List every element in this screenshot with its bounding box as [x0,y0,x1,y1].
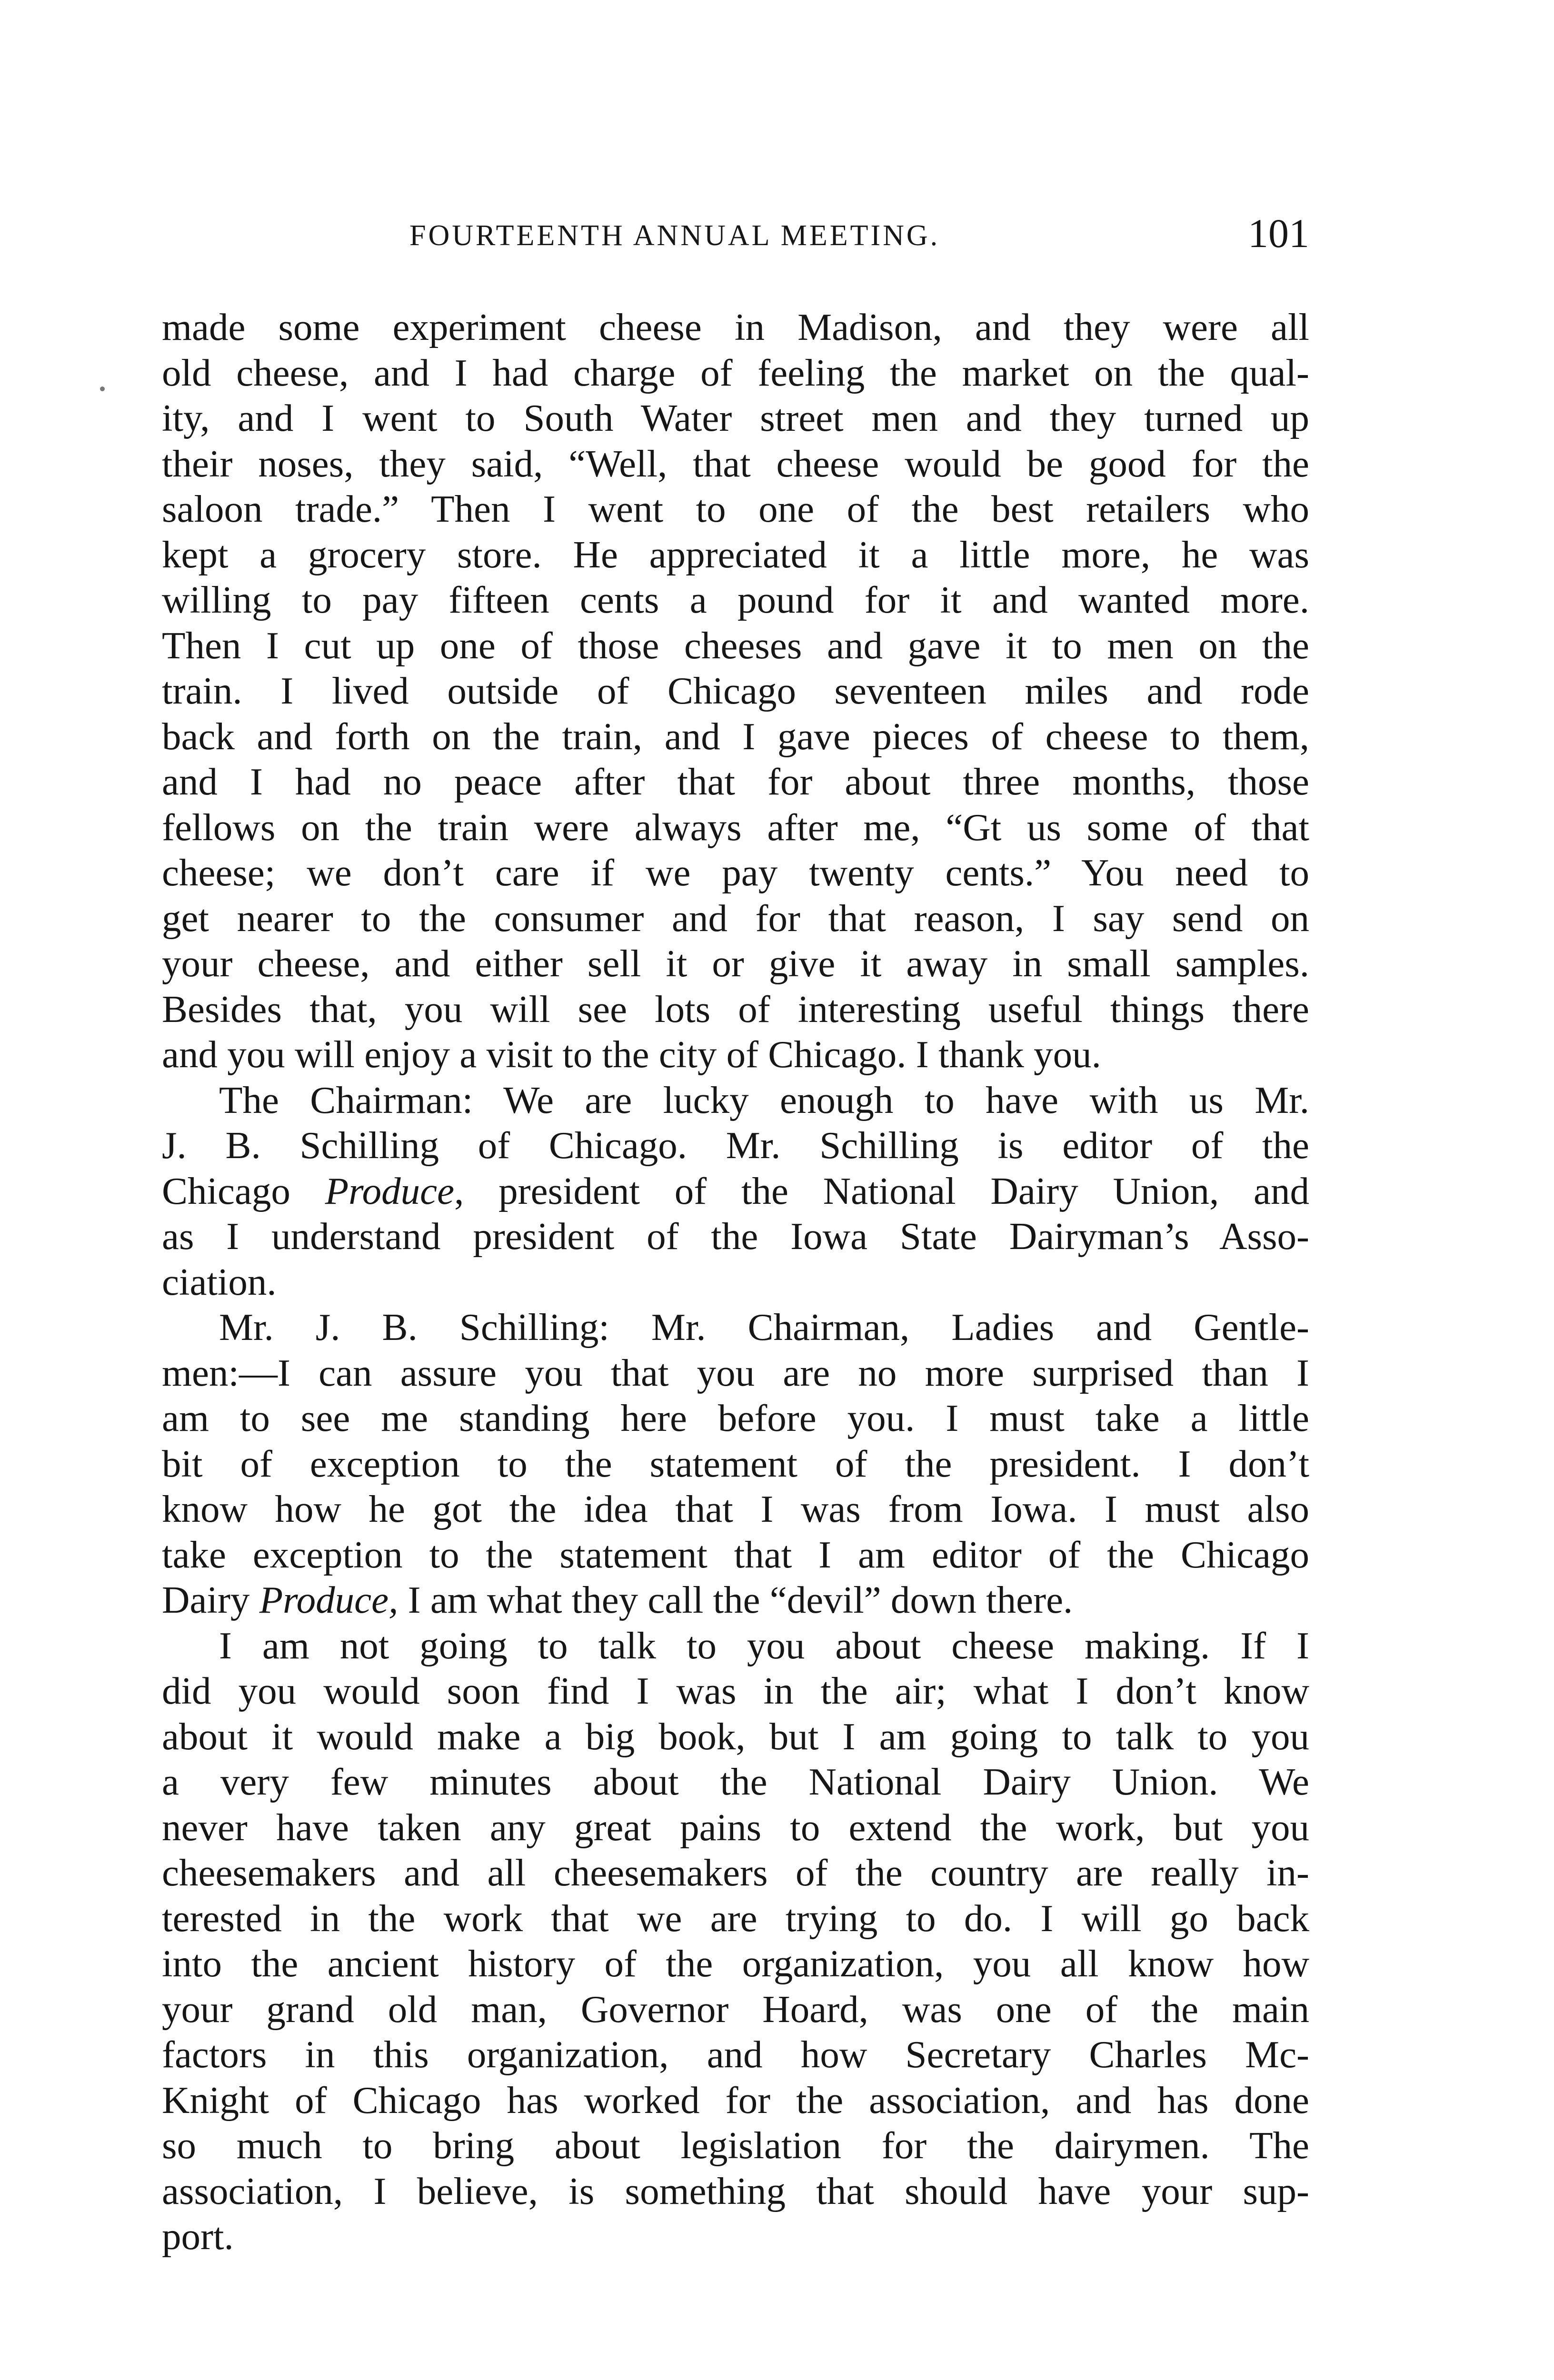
text-line: Then I cut up one of those cheeses and gave it to men on the [162,624,1309,667]
running-head [162,209,1309,267]
text-fragment: Chicago [162,1169,325,1212]
text-line: Besides that, you will see lots of interesting useful things there [162,987,1309,1031]
running-title: FOURTEENTH ANNUAL MEETING. [409,219,940,252]
text-line: The Chairman: We are lucky enough to have with us Mr. [219,1078,1309,1121]
text-line: back and forth on the train, and I gave pieces of cheese to them, [162,714,1309,758]
text-line: into the ancient history of the organization, you all know how [162,1942,1309,1985]
text-line: a very few minutes about the National Dairy Union. We [162,1760,1309,1803]
text-line [162,1577,1309,1623]
text-line: about it would make a big book, but I am going to talk to you [162,1715,1309,1758]
text-line: willing to pay fifteen cents a pound for it and wanted more. [162,578,1309,621]
text-line: and you will enjoy a visit to the city of Chicago. I thank you. [162,1033,1101,1076]
text-fragment: , president of the National Dairy Union, and [454,1169,1309,1212]
text-line: J. B. Schilling of Chicago. Mr. Schilling is editor of the [162,1124,1309,1167]
text-line: old cheese, and I had charge of feeling the market on the qual- [162,351,1309,394]
text-line: port. [162,2215,234,2258]
text-line: did you would soon find I was in the air; what I don’t know [162,1669,1309,1712]
text-line: Mr. J. B. Schilling: Mr. Chairman, Ladies and Gentle- [219,1306,1309,1349]
text-line: as I understand president of the Iowa State Dairyman’s Asso- [162,1215,1309,1258]
stray-ink-mark [100,387,105,391]
italic-title-fragment: Produce, [259,1578,398,1621]
text-line: terested in the work that we are trying to do. I will go back [162,1896,1309,1940]
italic-title-fragment: Produce [325,1169,455,1212]
text-line: train. I lived outside of Chicago seventeen miles and rode [162,669,1309,712]
text-line: kept a grocery store. He appreciated it a little more, he was [162,533,1309,576]
text-line: cheese; we don’t care if we pay twenty cents.” You need to [162,851,1309,894]
text-line: your cheese, and either sell it or give it away in small samples. [162,942,1309,985]
text-line: fellows on the train were always after me, “Gt us some of that [162,805,1309,849]
text-line: am to see me standing here before you. I must take a little [162,1397,1309,1439]
page-number: 101 [1248,210,1309,256]
text-line: association, I believe, is something that should have your sup- [162,2169,1309,2212]
text-line: ity, and I went to South Water street men and they turned up [162,397,1309,439]
text-line: and I had no peace after that for about three months, those [162,760,1309,803]
text-line: men:—I can assure you that you are no more surprised than I [162,1351,1309,1394]
text-line: saloon trade.” Then I went to one of the best retailers who [162,487,1309,530]
text-line: Knight of Chicago has worked for the association, and has done [162,2078,1309,2122]
text-line: know how he got the idea that I was from Iowa. I must also [162,1488,1309,1530]
body-text [162,305,1309,2260]
text-line: your grand old man, Governor Hoard, was one of the main [162,1987,1309,2031]
text-line: I am not going to talk to you about cheese making. If I [219,1624,1309,1667]
text-line: never have taken any great pains to extend the work, but you [162,1805,1309,1849]
text-line [162,1169,1309,1214]
text-line: take exception to the statement that I am editor of the Chicago [162,1533,1309,1576]
text-line: their noses, they said, “Well, that cheese would be good for the [162,442,1309,485]
text-line: bit of exception to the statement of the president. I don’t [162,1442,1309,1485]
text-line: made some experiment cheese in Madison, and they were all [162,306,1309,348]
text-line: get nearer to the consumer and for that reason, I say send on [162,896,1309,940]
text-fragment: I am what they call the “devil” down there. [398,1578,1073,1621]
text-line: factors in this organization, and how Secretary Charles Mc- [162,2033,1309,2076]
text-line: ciation. [162,1260,277,1303]
text-line: so much to bring about legislation for the dairymen. The [162,2124,1309,2167]
text-fragment: Dairy [162,1578,259,1621]
text-line: cheesemakers and all cheesemakers of the country are really in- [162,1851,1309,1894]
